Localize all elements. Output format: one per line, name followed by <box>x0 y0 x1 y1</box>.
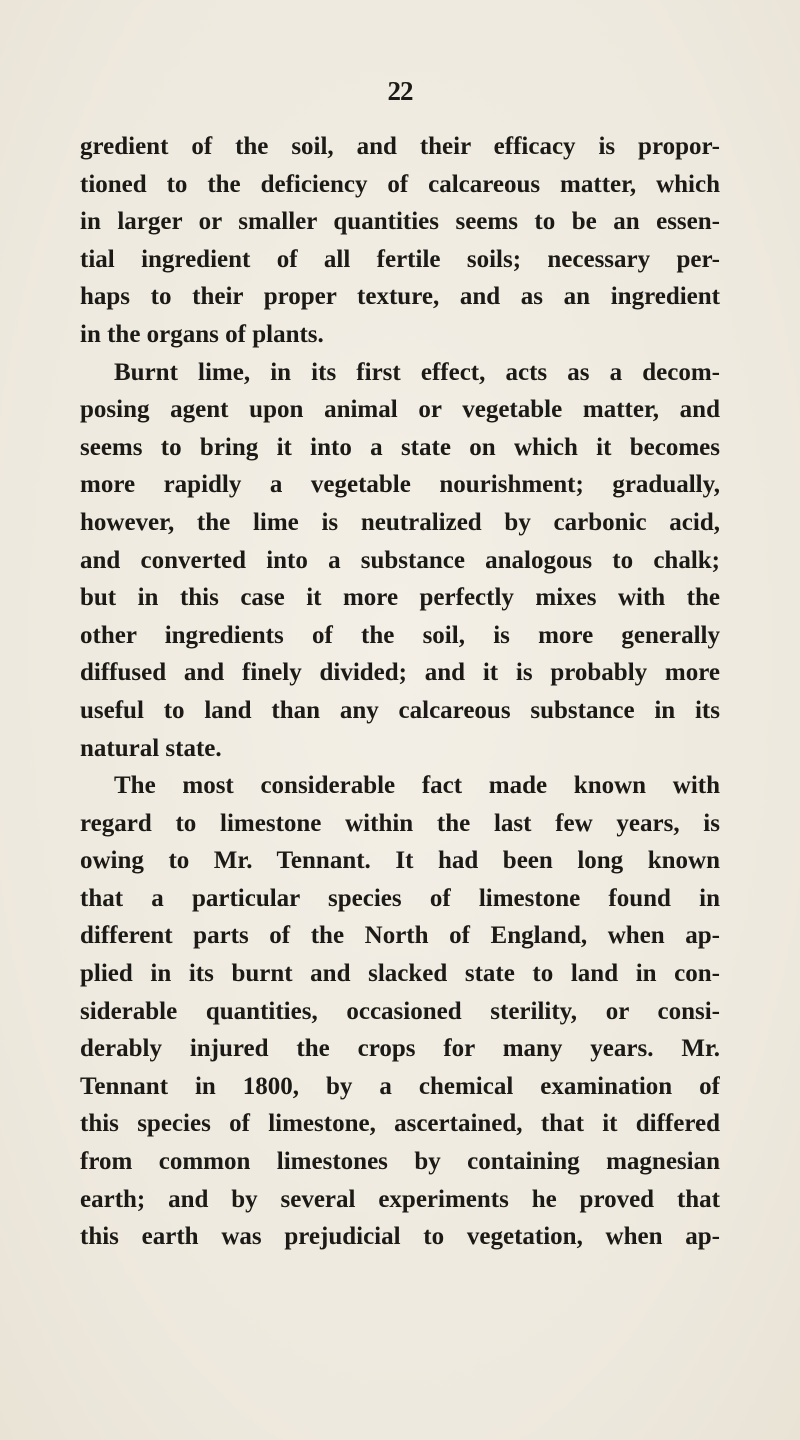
text-line: owing to Mr. Tennant. It had been long known <box>80 847 720 875</box>
paragraph <box>80 128 720 354</box>
text-line: tioned to the deficiency of calcareous matter, which <box>80 170 720 198</box>
text-line: natural state. <box>80 734 222 762</box>
text-line: this species of limestone, ascertained, that it differed <box>80 1110 720 1138</box>
text-line: derably injured the crops for many years. Mr. <box>80 1035 720 1063</box>
paragraph <box>80 767 720 1256</box>
text-line: in larger or smaller quantities seems to be an essen- <box>80 208 720 236</box>
page-number: 22 <box>387 76 413 106</box>
text-line: Tennant in 1800, by a chemical examination of <box>80 1072 720 1100</box>
text-line: and converted into a substance analogous to chalk; <box>80 546 720 574</box>
text-line: tial ingredient of all fertile soils; necessary per- <box>80 245 720 273</box>
text-line: Burnt lime, in its first effect, acts as a decom- <box>114 358 720 386</box>
text-line: haps to their proper texture, and as an ingredient <box>80 283 720 311</box>
text-line: however, the lime is neutralized by carbonic acid, <box>80 508 720 536</box>
body-text <box>80 128 720 1256</box>
text-line: plied in its burnt and slacked state to land in con- <box>80 960 720 988</box>
text-line: but in this case it more perfectly mixes with the <box>80 584 720 612</box>
text-line: diffused and finely divided; and it is probably more <box>80 659 720 687</box>
text-line: useful to land than any calcareous substance in its <box>80 696 720 724</box>
text-line: regard to limestone within the last few years, is <box>80 809 720 837</box>
text-line: that a particular species of limestone found in <box>80 884 720 912</box>
text-line: from common limestones by containing magnesian <box>80 1148 720 1176</box>
text-line: posing agent upon animal or vegetable matter, and <box>80 396 720 424</box>
text-line: other ingredients of the soil, is more generally <box>80 621 720 649</box>
paragraph <box>80 354 720 768</box>
text-line: earth; and by several experiments he proved that <box>80 1185 720 1213</box>
text-line: seems to bring it into a state on which it becomes <box>80 433 720 461</box>
text-line: more rapidly a vegetable nourishment; gradually, <box>80 471 720 499</box>
text-line: in the organs of plants. <box>80 320 324 348</box>
text-line: The most considerable fact made known with <box>114 772 720 800</box>
text-line: siderable quantities, occasioned sterility, or consi- <box>80 997 720 1025</box>
text-line: gredient of the soil, and their efficacy is propor- <box>80 133 720 160</box>
text-line: different parts of the North of England, when ap- <box>80 922 720 950</box>
text-line: this earth was prejudicial to vegetation, when ap- <box>80 1223 720 1251</box>
